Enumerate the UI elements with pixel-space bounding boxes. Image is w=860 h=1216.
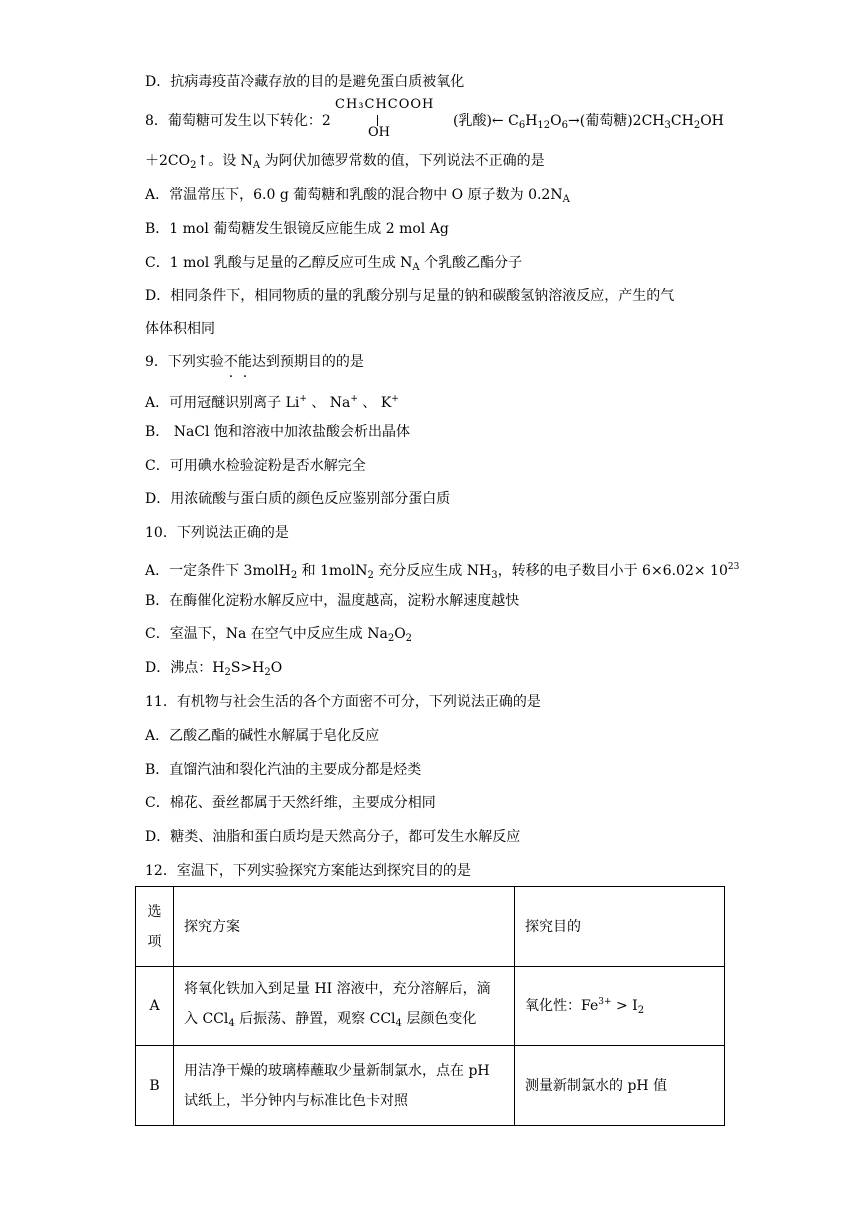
- q11-stem: 11．有机物与社会生活的各个方面密不可分，下列说法正确的是: [145, 694, 541, 710]
- q11-option-b: B．直馏汽油和裂化汽油的主要成分都是烃类: [145, 762, 422, 778]
- q8-option-c: C．1 mol 乳酸与足量的乙醇反应可生成 $N_A$ 个乳酸乙酯分子: [145, 255, 523, 273]
- q11-option-d: D．糖类、油脂和蛋白质均是天然高分子，都可发生水解反应: [145, 829, 521, 845]
- row-b-option: B: [136, 1046, 174, 1126]
- q10-option-d: D．沸点：$H_2S>H_2O$: [145, 660, 283, 678]
- q9-option-d: D．用浓硫酸与蛋白质的颜色反应鉴别部分蛋白质: [145, 491, 451, 507]
- q11-option-a: A．乙酸乙酯的碱性水解属于皂化反应: [145, 728, 380, 744]
- q10-option-c: C．室温下，Na 在空气中反应生成 $Na_2O_2$: [145, 626, 413, 644]
- q8-option-a: A．常温常压下，6.0 g 葡萄糖和乳酸的混合物中 O 原子数为 $0.2N_A$: [145, 187, 570, 205]
- q8-stem-line1-suffix: (乳酸)← $C_6H_{12}O_6\to$(葡萄糖)$2CH_3CH_2OH$: [453, 113, 724, 131]
- table-row: [136, 1046, 725, 1126]
- q8-option-d-line1: D．相同条件下，相同物质的量的乳酸分别与足量的钠和碳酸氢钠溶液反应，产生的气: [145, 288, 675, 304]
- q9-option-b: B． NaCl 饱和溶液中加浓盐酸会析出晶体: [145, 424, 410, 440]
- q11-option-c: C．棉花、蚕丝都属于天然纤维，主要成分相同: [145, 795, 436, 811]
- q10-option-b: B．在酶催化淀粉水解反应中，温度越高，淀粉水解速度越快: [145, 593, 520, 609]
- q9-option-c: C．可用碘水检验淀粉是否水解完全: [145, 458, 366, 474]
- row-a-option: A: [136, 967, 174, 1046]
- q7-option-d: D．抗病毒疫苗冷藏存放的目的是避免蛋白质被氧化: [145, 74, 465, 90]
- header-plan-cell: 探究方案: [174, 887, 515, 967]
- row-a-plan: 将氧化铁加入到足量 HI 溶液中，充分溶解后，滴 入 CCl$_4$ 后振荡、静置，观察 CCl$_4$ 层颜色变化: [174, 967, 515, 1046]
- q10-stem: 10．下列说法正确的是: [145, 525, 289, 541]
- q8-stem-line1: 8．葡萄糖可发生以下转化：2: [145, 113, 331, 129]
- q9-option-a: A．可用冠醚识别离子 Li+ 、 Na+ 、 K+: [145, 394, 399, 411]
- table-row: [136, 967, 725, 1046]
- q8-option-d-line2: 体体积相同: [145, 321, 215, 337]
- header-option-cell: 选 项: [136, 887, 174, 967]
- q8-stem-line2: $+2CO_2↑$。设 $N_A$ 为阿伏加德罗常数的值，下列说法不正确的是: [145, 153, 545, 171]
- row-a-goal: 氧化性：$Fe^{3+} > I_2$: [515, 967, 725, 1046]
- q9-stem: 9．下列实验不能达到预期目的的是: [145, 354, 364, 370]
- q12-stem: 12．室温下，下列实验探究方案能达到探究目的的是: [145, 863, 471, 879]
- lactic-acid-structure: CH₃CHCOOH OH: [335, 97, 435, 140]
- row-b-plan: 用洁净干燥的玻璃棒蘸取少量新制氯水，点在 pH 试纸上，半分钟内与标准比色卡对照: [174, 1046, 515, 1126]
- header-goal-cell: 探究目的: [515, 887, 725, 967]
- q8-option-b: B．1 mol 葡萄糖发生银镜反应能生成 2 mol Ag: [145, 221, 449, 237]
- q10-option-a: A．一定条件下 3molH$_2$ 和 1molN$_2$ 充分反应生成 $NH_3$，转移的电子数目小于 $6\times 6.02\times 10^{23}$: [145, 562, 740, 581]
- row-b-goal: 测量新制氯水的 pH 值: [515, 1046, 725, 1126]
- table-header-row: [136, 887, 725, 967]
- q12-table: [135, 886, 725, 1126]
